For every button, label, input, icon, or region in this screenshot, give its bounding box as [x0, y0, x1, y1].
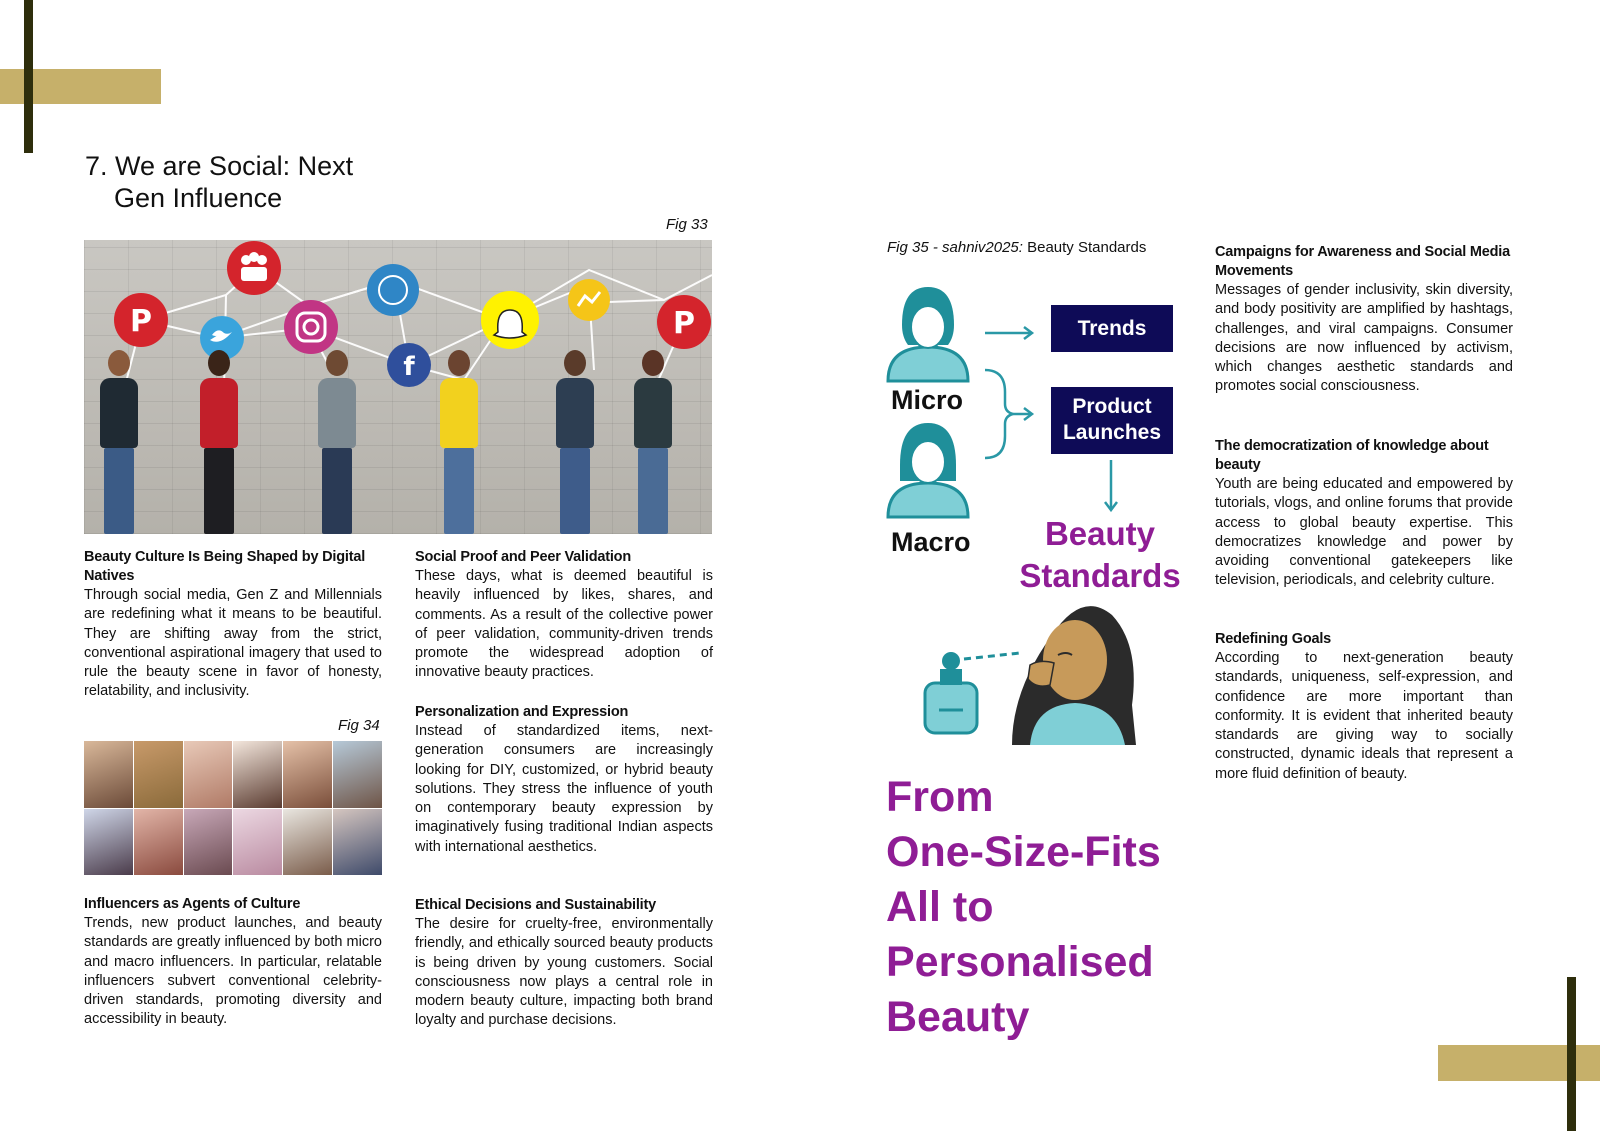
right-column-block-2 — [1215, 437, 1513, 591]
headline-line: Beauty — [886, 993, 1030, 1041]
page-title — [85, 150, 353, 214]
person-figure — [314, 350, 360, 534]
macro-label: Macro — [891, 527, 971, 557]
paragraph-body: Messages of gender inclusivity, skin diversity, and body positivity are amplified by hashtags, challenges, and viral campaigns. Consumer decisions are now influenced by activism, which changes aesthetic standards and promotes social consciousness. — [1215, 282, 1513, 395]
paragraph-body: Trends, new product launches, and beauty standards are greatly influenced by both micro and macro influencers. In particular, relatable influencers subvert conventional celebrity-driven standards, promoting diversity and accessibility in beauty. — [84, 915, 382, 1028]
headline — [886, 770, 1216, 1045]
left-column-block-1 — [84, 548, 382, 702]
influencer-portrait — [333, 809, 382, 876]
svg-text:P: P — [130, 304, 152, 339]
paragraph-heading: Ethical Decisions and Sustainability — [415, 897, 656, 913]
fig33-caption: Fig 33 — [666, 216, 708, 233]
influencer-portrait — [84, 741, 133, 808]
beauty-standards-line2: Standards — [1019, 557, 1181, 594]
page-title-line1: 7. We are Social: Next — [85, 151, 354, 181]
influencer-portrait — [333, 741, 382, 808]
product-launches-line1: Product — [1072, 395, 1152, 418]
headline-line: All to — [886, 883, 994, 931]
influencer-collage — [84, 741, 382, 875]
influencer-portrait — [283, 809, 332, 876]
corner-decoration-bar-bottom — [1567, 977, 1576, 1131]
perfume-application-icon — [925, 606, 1136, 745]
middle-column-block-3 — [415, 896, 713, 1031]
influencer-portrait — [184, 809, 233, 876]
headline-line: Personalised — [886, 938, 1154, 986]
micro-label: Micro — [891, 385, 964, 415]
influencer-portrait — [134, 741, 183, 808]
trends-label: Trends — [1077, 317, 1147, 340]
macro-influencer-icon — [888, 423, 968, 517]
network-lines — [84, 240, 712, 534]
paragraph-body: According to next-generation beauty standards, uniqueness, self-expression, and confidence are more important than conformity. It is evident that inherited beauty standards are giving way to socially constructed, dynamic ideals that represent a more fluid definition of beauty. — [1215, 650, 1513, 782]
paragraph-heading: Beauty Culture Is Being Shaped by Digital Natives — [84, 549, 366, 584]
beauty-standards-label — [1010, 513, 1190, 597]
corner-decoration-bar-top — [24, 0, 33, 153]
headline-line: One-Size-Fits — [886, 828, 1161, 876]
social-network-photo — [84, 240, 712, 534]
influencer-portrait — [233, 741, 282, 808]
paragraph-heading: Campaigns for Awareness and Social Media Movements — [1215, 244, 1510, 279]
paragraph-heading: The democratization of knowledge about beauty — [1215, 438, 1489, 473]
middle-column-block-1 — [415, 548, 713, 683]
fig35-caption-title: Beauty Standards — [1027, 239, 1147, 256]
paragraph-body: Youth are being educated and empowered by tutorials, vlogs, and online forums that provide access to global beauty expertise. This democratizes knowledge and power by avoiding conventional gatekeepers like television, periodicals, and celebrity culture. — [1215, 476, 1513, 589]
paragraph-heading: Redefining Goals — [1215, 631, 1332, 647]
person-figure — [630, 350, 676, 534]
beauty-standards-line1: Beauty — [1044, 515, 1156, 552]
fig35-caption-prefix: Fig 35 - sahniv2025: — [887, 239, 1023, 256]
product-launches-box — [1051, 387, 1173, 454]
influencer-portrait — [233, 809, 282, 876]
person-figure — [552, 350, 598, 534]
middle-column-block-2 — [415, 703, 713, 857]
paragraph-heading: Influencers as Agents of Culture — [84, 896, 301, 912]
svg-text:f: f — [403, 352, 415, 382]
paragraph-body: Instead of standardized items, next-generation consumers are increasingly looking for DIY, customized, or hybrid beauty solutions. They stress the influence of youth on contemporary beauty expression by imaginatively fusing traditional Indian aspects with international aesthetics. — [415, 723, 713, 855]
right-column-block-1 — [1215, 243, 1513, 397]
paragraph-heading: Personalization and Expression — [415, 704, 629, 720]
svg-text:P: P — [673, 306, 695, 341]
influencer-portrait — [184, 741, 233, 808]
influencer-portrait — [283, 741, 332, 808]
person-figure — [96, 350, 142, 534]
paragraph-body: Through social media, Gen Z and Millennials are redefining what it means to be beautiful. They are shifting away from the strict, conventional aspirational imagery that used to rule the beauty scene in favor of honesty, relatability, and inclusivity. — [84, 587, 382, 700]
right-column-block-3 — [1215, 630, 1513, 784]
paragraph-heading: Social Proof and Peer Validation — [415, 549, 631, 565]
fig34-caption: Fig 34 — [338, 717, 380, 734]
person-figure — [436, 350, 482, 534]
influencer-portrait — [84, 809, 133, 876]
trends-box — [1051, 305, 1173, 352]
paragraph-body: These days, what is deemed beautiful is heavily influenced by likes, shares, and comments. As a result of the collective power of peer validation, community-driven trends promote the widespread adoption of innovative beauty practices. — [415, 568, 713, 681]
fig35-caption — [887, 239, 1146, 256]
person-figure — [196, 350, 242, 534]
left-column-block-2 — [84, 895, 382, 1030]
influencer-portrait — [134, 809, 183, 876]
paragraph-body: The desire for cruelty-free, environmentally friendly, and ethically sourced beauty products is being driven by young customers. Social consciousness now plays a central role in modern beauty culture, impacting both brand loyalty and purchase decisions. — [415, 916, 713, 1029]
product-launches-line2: Launches — [1062, 421, 1162, 444]
headline-line: From — [886, 773, 994, 821]
micro-influencer-icon — [888, 287, 968, 381]
page-title-line2: Gen Influence — [114, 183, 283, 213]
